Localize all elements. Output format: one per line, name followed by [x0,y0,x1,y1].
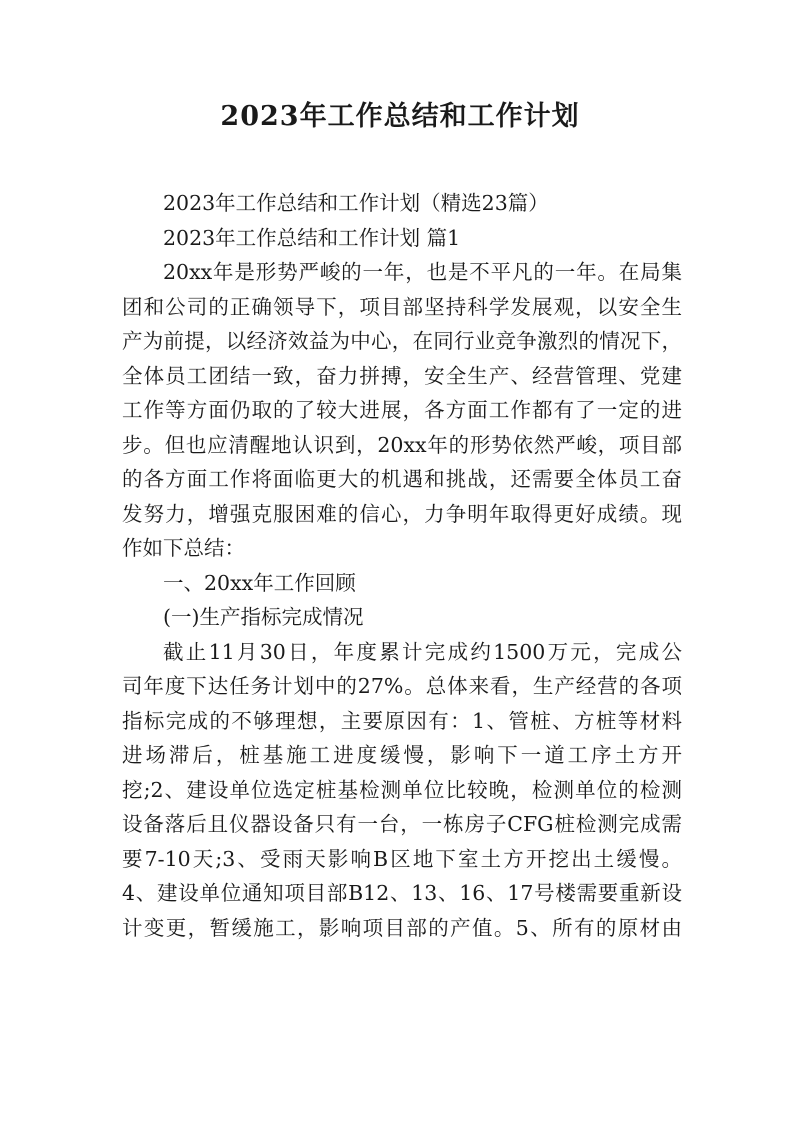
paragraph-1-line: 作如下总结： [122,536,245,560]
paragraph-1-line: 发努力，增强克服困难的信心，力争明年取得更好成绩。现 [122,501,682,526]
paragraph-2 [122,635,682,946]
paragraph-1-line: 的各方面工作将面临更大的机遇和挑战，还需要全体员工奋 [122,467,682,491]
paragraph-2-line: 设备落后且仪器设备只有一台，一栋房子CFG桩检测完成需 [122,812,682,836]
paragraph-1-line: 全体员工团结一致，奋力拼搏，安全生产、经营管理、党建 [122,363,682,388]
document-body [122,186,682,945]
subtitle-line: 2023年工作总结和工作计划（精选23篇） [163,191,549,215]
paragraph-2-line: 挖;2、建设单位选定桩基检测单位比较晚，检测单位的检测 [122,777,682,802]
paragraph-1-line: 团和公司的正确领导下，项目部坚持科学发展观，以安全生 [122,294,682,319]
paragraph-2-line: 司年度下达任务计划中的27%。总体来看，生产经营的各项 [122,674,682,698]
subsection-1-heading: (一)生产指标完成情况 [163,605,364,629]
paragraph-1-line: 步。但也应清醒地认识到，20xx年的形势依然严峻，项目部 [122,432,682,457]
section-1-heading: 一、20xx年工作回顾 [163,570,356,595]
paragraph-2-line: 截止11月30日，年度累计完成约1500万元，完成公 [163,639,682,664]
paragraph-1 [122,255,682,566]
article-heading: 2023年工作总结和工作计划 篇1 [163,225,461,250]
paragraph-2-line: 进场滞后，桩基施工进度缓慢，影响下一道工序土方开 [122,743,682,767]
paragraph-1-line: 工作等方面仍取的了较大进展，各方面工作都有了一定的进 [122,398,682,422]
paragraph-2-line: 4、建设单位通知项目部B12、13、16、17号楼需要重新设 [122,881,682,905]
paragraph-2-line: 计变更，暂缓施工，影响项目部的产值。5、所有的原材由 [122,915,682,940]
paragraph-2-line: 指标完成的不够理想，主要原因有：1、管桩、方桩等材料 [122,708,682,733]
paragraph-1-line: 产为前提，以经济效益为中心，在同行业竞争激烈的情况下， [122,329,682,353]
document-title: 2023年工作总结和工作计划 [220,101,580,132]
paragraph-1-line: 20xx年是形势严峻的一年，也是不平凡的一年。在局集 [163,260,682,284]
paragraph-2-line: 要7-10天;3、受雨天影响B区地下室土方开挖出土缓慢。 [122,846,682,871]
